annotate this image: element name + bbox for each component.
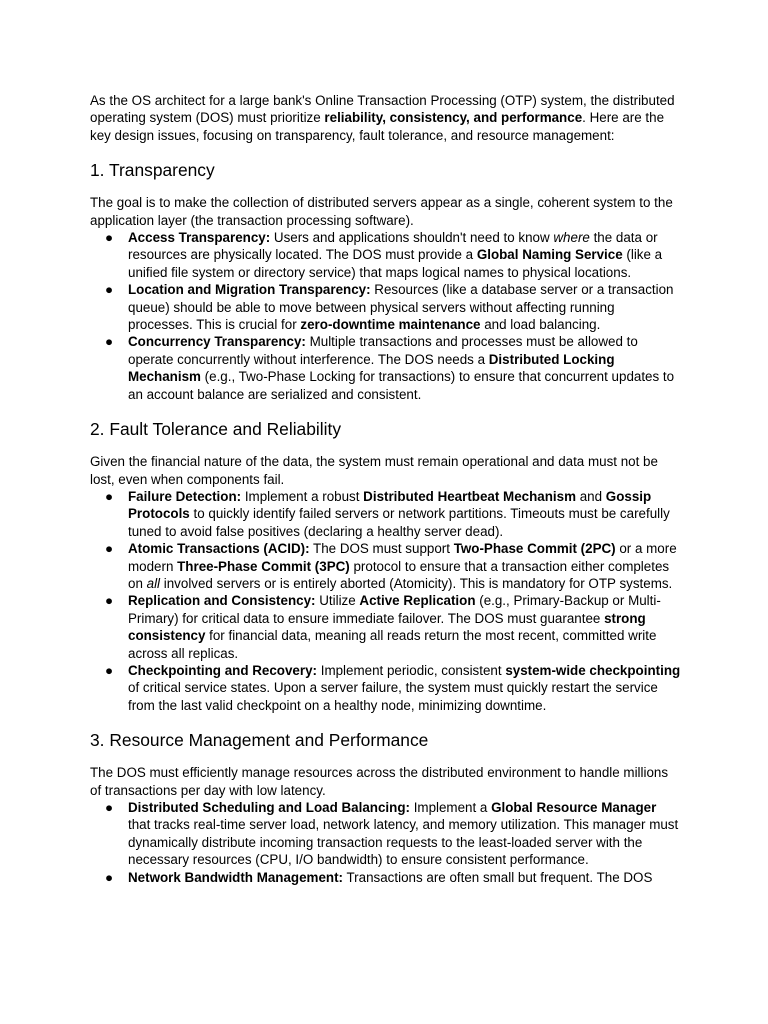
item-bold: Gossip Protocols — [128, 488, 652, 522]
bullet-icon: ● — [105, 282, 114, 298]
section-heading-fault-tolerance: 2. Fault Tolerance and Reliability — [90, 419, 342, 440]
list-item — [90, 333, 682, 403]
intro-text: As the OS architect for a large bank's Online Transaction Processing (OTP) system, the distributed operating system (DOS) must prioritize — [90, 93, 675, 126]
item-label: Replication and Consistency: — [128, 593, 316, 609]
list-item — [90, 799, 682, 869]
item-text: Implement a robust — [241, 488, 364, 504]
item-text: of critical service states. Upon a server failure, the system must quickly restart the service from the last valid checkpoint on a healthy node, minimizing downtime. — [128, 680, 658, 713]
bullet-icon: ● — [105, 488, 114, 504]
item-text: (like a unified file system or directory service) that maps logical names to physical locations. — [128, 247, 663, 280]
document-page — [90, 92, 682, 886]
item-text: Implement a — [409, 800, 492, 815]
item-text: involved servers or is entirely aborted (Atomicity). This is mandatory for OTP systems. — [160, 575, 673, 591]
item-text: Utilize — [315, 593, 360, 609]
item-label: Concurrency Transparency: — [128, 334, 306, 350]
item-text: to quickly identify failed servers or network partitions. Timeouts must be carefully tuned to avoid false positives (declaring a healthy server dead). — [128, 506, 670, 539]
item-text: Multiple transactions and processes must be allowed to operate concurrently without interference. The DOS needs a — [128, 334, 638, 367]
bullet-icon: ● — [105, 869, 114, 885]
item-text: or a more modern — [128, 541, 677, 574]
section-intro: Given the financial nature of the data, the system must remain operational and data must not be lost, even when components fail. — [90, 454, 658, 487]
intro-emphasis: reliability, consistency, and performance — [324, 110, 583, 126]
item-text: Resources (like a database server or a transaction queue) should be able to move between physical servers without affecting running processes. This is crucial for — [128, 282, 674, 333]
list-item — [90, 540, 682, 592]
intro-paragraph — [90, 92, 682, 144]
bullet-icon: ● — [105, 593, 114, 609]
item-bold: Global Naming Service — [476, 247, 623, 263]
section-intro: The goal is to make the collection of distributed servers appear as a single, coherent system to the application layer (the transaction processing software). — [90, 195, 673, 228]
item-text: (e.g., Primary-Backup or Multi-Primary) for critical data to ensure immediate failover. The DOS must guarantee — [128, 593, 661, 626]
item-label: Failure Detection: — [128, 488, 242, 504]
item-text: and — [575, 488, 606, 504]
item-italic: all — [146, 575, 161, 591]
section-heading-transparency: 1. Transparency — [90, 160, 215, 181]
item-text: Users and applications shouldn't need to know — [270, 230, 554, 246]
bullet-icon: ● — [105, 541, 114, 557]
item-label: Access Transparency: — [128, 230, 271, 246]
item-text: (e.g., Two-Phase Locking for transactions) to ensure that concurrent updates to an account balance are serialized and consistent. — [128, 369, 675, 402]
item-label: Atomic Transactions (ACID): — [128, 541, 310, 557]
item-text: the data or resources are physically located. The DOS must provide a — [128, 230, 658, 263]
item-bold: system-wide checkpointing — [505, 662, 681, 678]
item-bold: strong consistency — [128, 610, 646, 644]
bullet-list — [90, 488, 682, 714]
item-bold: Two-Phase Commit (2PC) — [453, 541, 616, 557]
list-item — [90, 869, 682, 886]
item-label: Checkpointing and Recovery: — [128, 662, 317, 678]
item-bold: Distributed Locking Mechanism — [128, 351, 615, 385]
section-heading-resource-management: 3. Resource Management and Performance — [90, 730, 429, 751]
item-text: for financial data, meaning all reads return the most recent, committed write across all replicas. — [128, 628, 657, 661]
list-item — [90, 281, 682, 333]
item-text: Implement periodic, consistent — [317, 662, 506, 678]
item-bold: Global Resource Manager — [491, 800, 657, 815]
section-intro: The DOS must efficiently manage resources across the distributed environment to handle millions of transactions per day with low latency. — [90, 765, 669, 798]
item-label: Distributed Scheduling and Load Balancing: — [128, 800, 410, 815]
item-bold: Distributed Heartbeat Mechanism — [363, 488, 576, 504]
intro-text: . Here are the key design issues, focusing on transparency, fault tolerance, and resource management: — [90, 110, 665, 143]
item-text: and load balancing. — [480, 317, 601, 333]
item-bold: Active Replication — [359, 593, 476, 609]
bullet-list — [90, 799, 682, 886]
item-label: Location and Migration Transparency: — [128, 282, 371, 298]
item-text: protocol to ensure that a transaction either completes on — [128, 558, 670, 591]
bullet-icon: ● — [105, 662, 114, 678]
item-text: Transactions are often small but frequent. The DOS — [343, 869, 653, 885]
list-item — [90, 488, 682, 540]
item-italic: where — [553, 230, 590, 246]
bullet-icon: ● — [105, 334, 114, 350]
bullet-list — [90, 229, 682, 403]
list-item — [90, 592, 682, 662]
bullet-icon: ● — [105, 230, 114, 246]
item-text: The DOS must support — [309, 541, 454, 557]
item-bold: zero-downtime maintenance — [300, 317, 481, 333]
item-bold: Three-Phase Commit (3PC) — [177, 558, 350, 574]
item-label: Network Bandwidth Management: — [128, 869, 344, 885]
bullet-icon: ● — [105, 800, 114, 815]
list-item — [90, 662, 682, 714]
item-text: that tracks real-time server load, network latency, and memory utilization. This manager must dynamically distribute incoming transaction requests to the least-loaded server with the necessary resources (CPU, I/O bandwidth) to ensure consistent performance. — [128, 817, 679, 868]
list-item — [90, 229, 682, 281]
